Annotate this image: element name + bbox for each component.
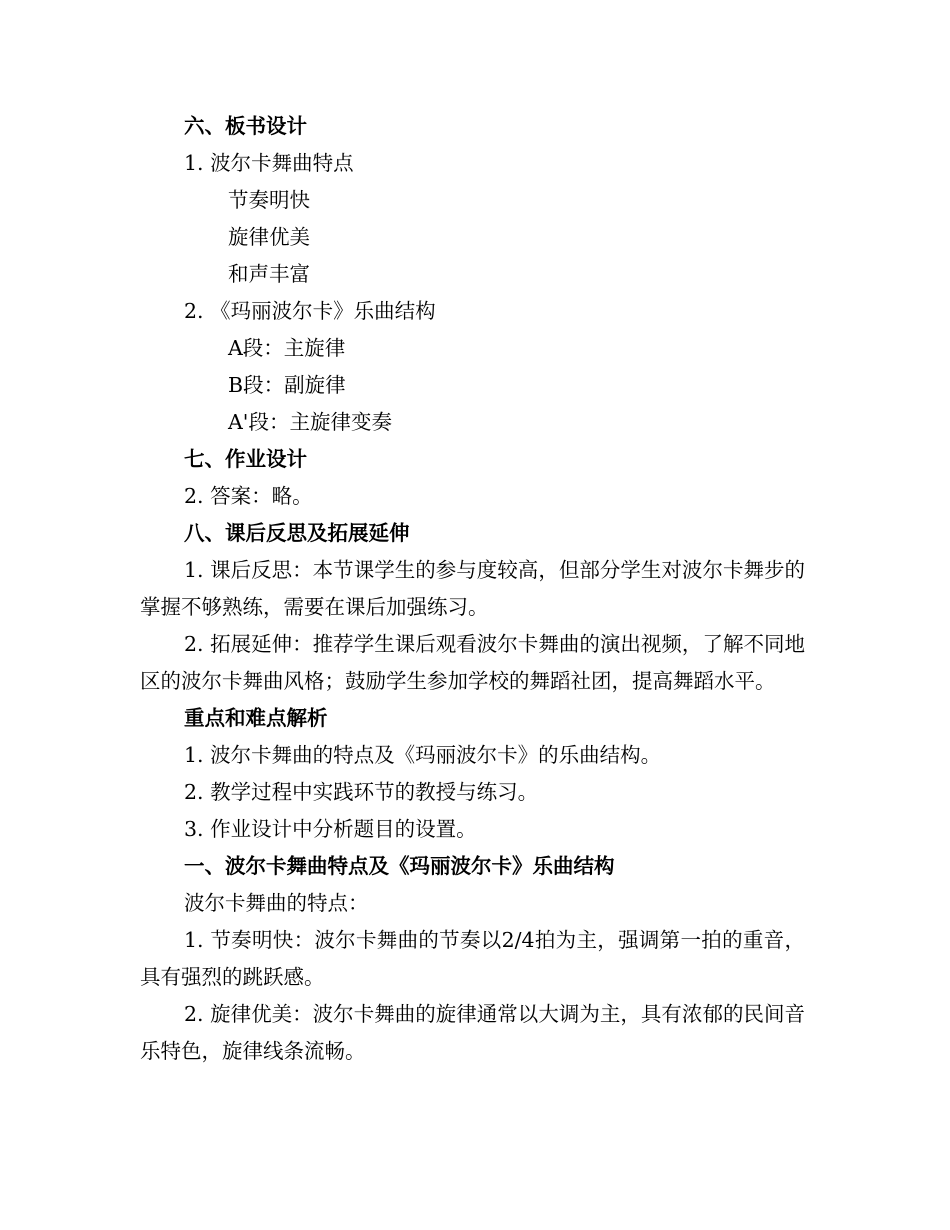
key-point-item: 2. 教学过程中实践环节的教授与练习。 (184, 780, 539, 804)
board-item-1-title: 1. 波尔卡舞曲特点 (184, 151, 354, 175)
polka-features-intro: 波尔卡舞曲的特点： (184, 891, 369, 915)
section-eight-heading: 八、课后反思及拓展延伸 (184, 521, 410, 545)
key-point-item: 3. 作业设计中分析题目的设置。 (184, 817, 477, 841)
reflection-paragraph: 1. 课后反思：本节课学生的参与度较高，但部分学生对波尔卡舞步的掌握不够熟练，需要在课后加强练习。 (140, 558, 805, 619)
board-item-2-point: B段：副旋律 (228, 373, 346, 397)
board-item-2-title: 2. 《玛丽波尔卡》乐曲结构 (184, 299, 436, 323)
section-one-heading: 一、波尔卡舞曲特点及《玛丽波尔卡》乐曲结构 (184, 854, 615, 878)
key-points-heading: 重点和难点解析 (184, 706, 328, 730)
polka-feature-melody: 2. 旋律优美：波尔卡舞曲的旋律通常以大调为主，具有浓郁的民间音乐特色，旋律线条流畅。 (140, 1002, 805, 1063)
board-item-1-point: 旋律优美 (228, 225, 310, 249)
section-six-heading: 六、板书设计 (184, 114, 307, 138)
extension-paragraph: 2. 拓展延伸：推荐学生课后观看波尔卡舞曲的演出视频，了解不同地区的波尔卡舞曲风格；鼓励学生参加学校的舞蹈社团，提高舞蹈水平。 (140, 632, 805, 693)
document-page (140, 108, 805, 1070)
section-seven-heading: 七、作业设计 (184, 447, 307, 471)
homework-answer: 2. 答案：略。 (184, 484, 313, 508)
key-point-item: 1. 波尔卡舞曲的特点及《玛丽波尔卡》的乐曲结构。 (184, 743, 662, 767)
board-item-1-point: 和声丰富 (228, 262, 310, 286)
polka-feature-rhythm: 1. 节奏明快：波尔卡舞曲的节奏以2/4拍为主，强调第一拍的重音，具有强烈的跳跃感。 (140, 928, 805, 989)
board-item-2-point: A段：主旋律 (228, 336, 346, 360)
board-item-1-point: 节奏明快 (228, 188, 310, 212)
board-item-2-point: A'段：主旋律变奏 (228, 410, 392, 434)
